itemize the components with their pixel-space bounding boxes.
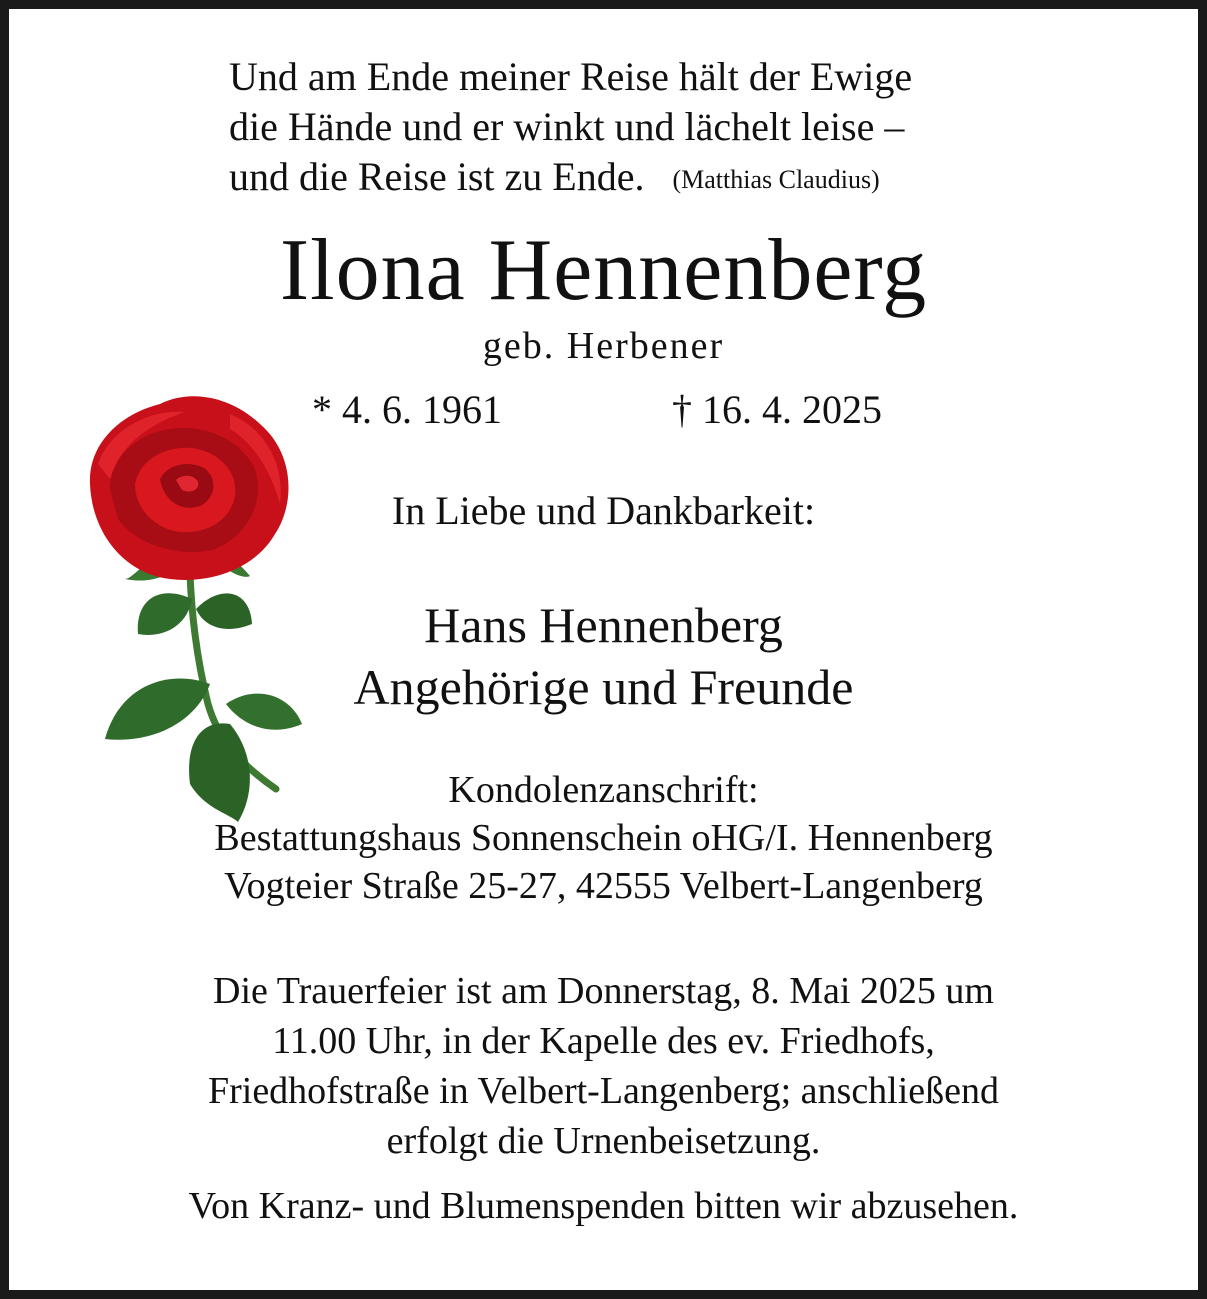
family-list — [0, 594, 1207, 718]
ceremony-line: 11.00 Uhr, in der Kapelle des ev. Friedhofs, — [272, 1020, 935, 1062]
thanks-text: In Liebe und Dankbarkeit: — [391, 488, 816, 533]
poem-author: (Matthias Claudius) — [672, 165, 880, 194]
ceremony-line: Die Trauerfeier ist am Donnerstag, 8. Mai 2025 um — [213, 970, 994, 1012]
birth-date: * 4. 6. 1961 — [312, 387, 502, 432]
condolence-title: Kondolenzanschrift: — [448, 769, 759, 811]
poem — [229, 52, 989, 207]
family-member: Hans Hennenberg — [424, 597, 783, 653]
poem-line-text: und die Reise ist zu Ende. — [229, 154, 645, 199]
poem-line: Und am Ende meiner Reise hält der Ewige — [229, 54, 913, 99]
deceased-name: Ilona Hennenberg — [279, 222, 928, 319]
poem-line — [229, 152, 989, 207]
flowers-note: Von Kranz- und Blumenspenden bitten wir abzusehen. — [188, 1185, 1019, 1227]
ceremony-line: erfolgt die Urnenbeisetzung. — [386, 1120, 821, 1162]
condolence-line: Bestattungshaus Sonnenschein oHG/I. Hennenberg — [214, 817, 993, 859]
ceremony-info — [0, 966, 1207, 1166]
death-date: † 16. 4. 2025 — [672, 387, 882, 432]
poem-line: die Hände und er winkt und lächelt leise – — [229, 104, 905, 149]
ceremony-line: Friedhofstraße in Velbert-Langenberg; anschließend — [207, 1070, 1000, 1112]
family-member: Angehörige und Freunde — [353, 659, 854, 715]
condolence-address — [0, 766, 1207, 910]
condolence-line: Vogteier Straße 25-27, 42555 Velbert-Langenberg — [224, 865, 983, 907]
maiden-name: geb. Herbener — [482, 325, 725, 367]
